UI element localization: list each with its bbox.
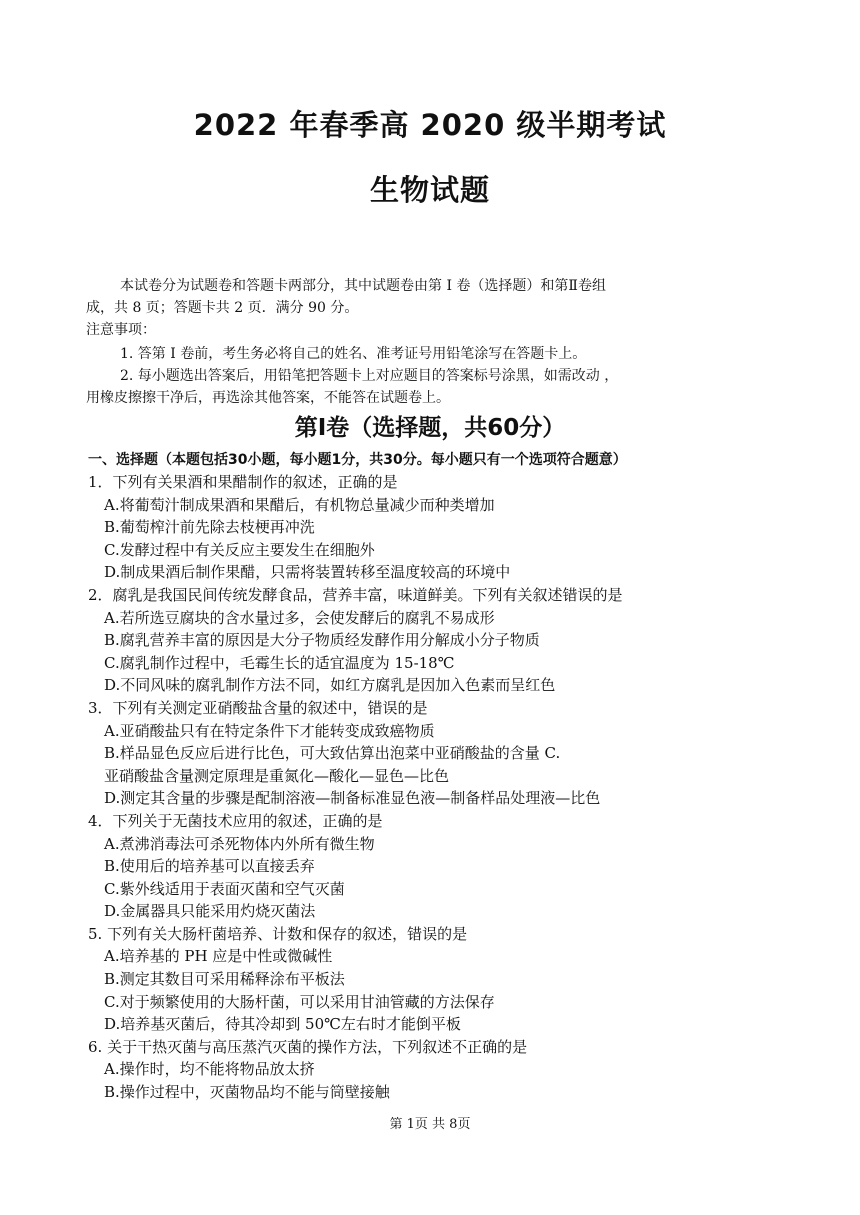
option-a: A.若所选豆腐块的含水量过多，会使发酵后的腐乳不易成形 (104, 608, 495, 627)
option-a: A.将葡萄汁制成果酒和果醋后，有机物总量减少而种类增加 (104, 495, 495, 514)
notes-label: 注意事项： (86, 322, 156, 338)
question-list (88, 471, 788, 1104)
intro-paragraph-line-2: 成，共 8 页；答题卡共 2 页．满分 90 分。 (86, 300, 359, 316)
note-2: 2. 每小题选出答案后，用铅笔把答题卡上对应题目的答案标号涂黑，如需改动 ， (120, 368, 619, 384)
question-2 (88, 584, 788, 697)
option-c: C.对于频繁使用的大肠杆菌，可以采用甘油管藏的方法保存 (104, 992, 495, 1011)
option-b: B.葡萄榨汁前先除去枝梗再冲洗 (104, 518, 315, 537)
question-5 (88, 923, 788, 1036)
exam-title: 2022 年春季高 2020 级半期考试 (193, 108, 667, 142)
option-b: B.样品显色反应后进行比色，可大致估算出泡菜中亚硝酸盐的含量 C. (104, 744, 561, 763)
subject-title: 生物试题 (369, 173, 490, 207)
option-a: A.亚硝酸盐只有在特定条件下才能转变成致癌物质 (104, 721, 435, 740)
option-d: D.不同风味的腐乳制作方法不同，如红方腐乳是因加入色素而呈红色 (104, 676, 556, 695)
section-title: 第Ⅰ卷（选择题，共60分） (294, 415, 566, 441)
option-a: A.操作时，均不能将物品放太挤 (104, 1060, 315, 1079)
question-1 (88, 471, 788, 584)
option-c: 亚硝酸盐含量测定原理是重氮化—酸化—显色—比色 (104, 766, 450, 785)
question-3 (88, 697, 788, 810)
option-b: B.腐乳营养丰富的原因是大分子物质经发酵作用分解成小分子物质 (104, 631, 540, 650)
question-stem: 4．下列关于无菌技术应用的叙述，正确的是 (88, 811, 383, 830)
question-stem: 2．腐乳是我国民间传统发酵食品，营养丰富，味道鲜美。下列有关叙述错误的是 (88, 585, 623, 604)
option-c: C.发酵过程中有关反应主要发生在细胞外 (104, 540, 375, 559)
question-stem: 6. 关于干热灭菌与高压蒸汽灭菌的操作方法，下列叙述不正确的是 (88, 1037, 528, 1056)
part-title: 一、选择题（本题包括30小题，每小题1分，共30分。每小题只有一个选项符合题意） (88, 452, 627, 468)
option-d: D.培养基灭菌后，待其冷却到 50℃左右时才能倒平板 (104, 1015, 461, 1034)
question-4 (88, 810, 788, 923)
question-6 (88, 1036, 788, 1104)
option-d: D.金属器具只能采用灼烧灭菌法 (104, 902, 316, 921)
question-stem: 3．下列有关测定亚硝酸盐含量的叙述中，错误的是 (88, 698, 428, 717)
option-c: C.腐乳制作过程中，毛霉生长的适宜温度为 15-18℃ (104, 653, 455, 672)
option-d: D.制成果酒后制作果醋，只需将装置转移至温度较高的环境中 (104, 563, 511, 582)
note-1: 1. 答第 Ⅰ 卷前，考生务必将自己的姓名、准考证号用铅笔涂写在答题卡上。 (120, 346, 587, 362)
option-a: A.培养基的 PH 应是中性或微碱性 (104, 947, 333, 966)
question-stem: 1．下列有关果酒和果醋制作的叙述，正确的是 (88, 473, 398, 491)
page-number: 第 1页 共 8页 (389, 1117, 471, 1132)
option-d: D.测定其含量的步骤是配制溶液—制备标准显色液—制备样品处理液—比色 (104, 789, 601, 808)
intro-paragraph-line-1: 本试卷分为试题卷和答题卡两部分，其中试题卷由第 Ⅰ 卷（选择题）和第Ⅱ卷组 (120, 278, 606, 294)
option-b: B.使用后的培养基可以直接丢弃 (104, 857, 315, 876)
option-c: C.紫外线适用于表面灭菌和空气灭菌 (104, 879, 345, 898)
option-b: B.测定其数目可采用稀释涂布平板法 (104, 970, 345, 989)
question-stem: 5. 下列有关大肠杆菌培养、计数和保存的叙述，错误的是 (88, 924, 468, 943)
option-b: B.操作过程中，灭菌物品均不能与筒壁接触 (104, 1083, 390, 1102)
note-2-continued: 用橡皮擦擦干净后，再选涂其他答案，不能答在试题卷上。 (86, 390, 450, 406)
option-a: A.煮沸消毒法可杀死物体内外所有微生物 (104, 834, 375, 853)
